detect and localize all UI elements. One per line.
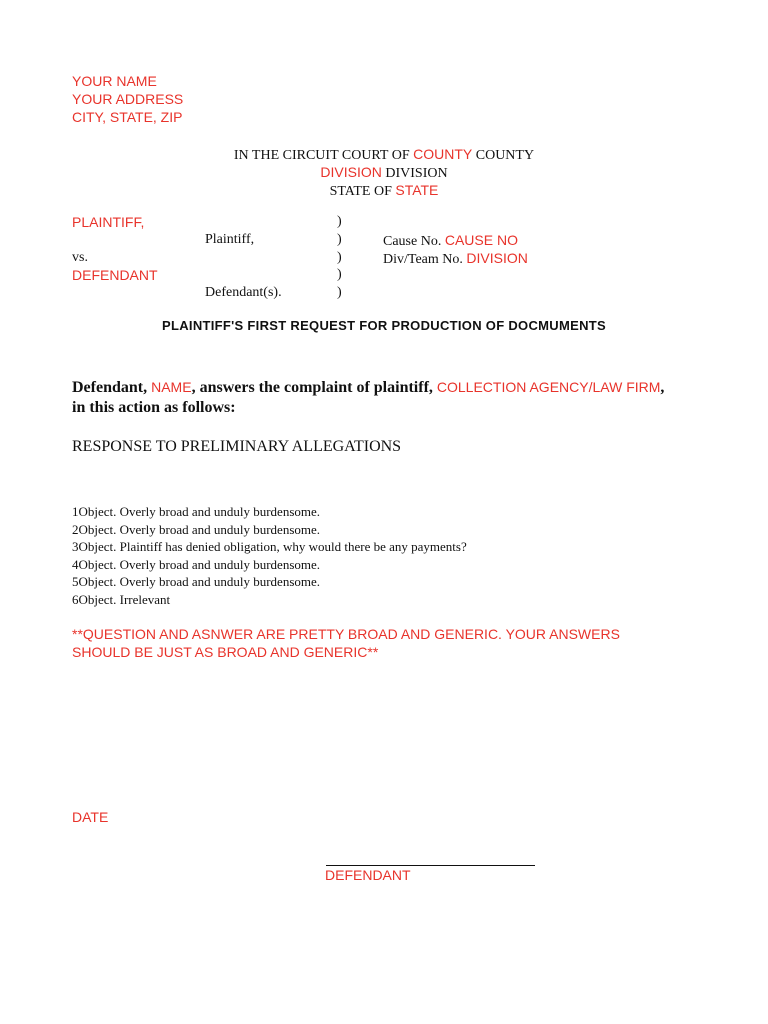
div-placeholder: DIVISION — [466, 250, 528, 266]
state-placeholder: STATE — [395, 182, 439, 198]
intro-part-3: , — [660, 379, 665, 396]
intro-part-2: , answers the complaint of plaintiff, — [191, 379, 433, 396]
sender-city-state-zip: CITY, STATE, ZIP — [72, 109, 183, 125]
plaintiff-placeholder: PLAINTIFF, — [72, 214, 145, 230]
division-suffix: DIVISION — [385, 166, 448, 181]
caption-paren: ) — [337, 232, 342, 247]
court-line-3 — [0, 181, 768, 199]
signature-name: DEFENDANT — [325, 867, 411, 883]
caption-paren: ) — [337, 214, 342, 229]
versus-label: vs. — [72, 250, 88, 265]
cause-label: Cause No. — [383, 234, 442, 249]
intro-part-1: Defendant, — [72, 379, 148, 396]
note-line-2: SHOULD BE JUST AS BROAD AND GENERIC** — [72, 644, 379, 660]
list-item: 4Object. Overly broad and unduly burdensome. — [72, 556, 321, 572]
div-label: Div/Team No. — [383, 252, 463, 267]
agency-placeholder: COLLECTION AGENCY/LAW FIRM — [436, 379, 661, 395]
cause-placeholder: CAUSE NO — [444, 232, 518, 248]
list-item: 3Object. Plaintiff has denied obligation, why would there be any payments? — [72, 539, 467, 554]
county-placeholder: COUNTY — [413, 146, 473, 162]
list-item: 6Object. Irrelevant — [72, 591, 171, 607]
court-heading — [0, 145, 768, 199]
division-placeholder: DIVISION — [320, 164, 382, 180]
sender-name: YOUR NAME — [72, 73, 157, 89]
defendant-label: Defendant(s). — [205, 285, 282, 300]
list-item: 1Object. Overly broad and unduly burdensome. — [72, 504, 321, 519]
instruction-note — [72, 625, 620, 661]
caption-paren: ) — [337, 250, 342, 265]
division-number-field — [383, 250, 528, 268]
signature-line — [326, 865, 535, 866]
list-item: 2Object. Overly broad and unduly burdensome. — [72, 521, 321, 537]
answers-list — [72, 503, 467, 608]
intro-paragraph — [72, 377, 664, 418]
court-line-2 — [0, 163, 768, 181]
caption-paren: ) — [337, 267, 342, 282]
defendant-placeholder: DEFENDANT — [72, 267, 158, 283]
name-placeholder: NAME — [151, 379, 192, 395]
state-prefix: STATE OF — [329, 184, 392, 199]
document-title: PLAINTIFF'S FIRST REQUEST FOR PRODUCTION OF DOCMUMENTS — [162, 318, 606, 333]
intro-line-1 — [72, 377, 664, 398]
county-suffix: COUNTY — [475, 148, 535, 163]
note-line-1: **QUESTION AND ASNWER ARE PRETTY BROAD AND GENERIC. YOUR ANSWERS — [72, 626, 620, 642]
date-placeholder: DATE — [72, 809, 109, 825]
caption-paren: ) — [337, 285, 342, 300]
plaintiff-label: Plaintiff, — [205, 232, 255, 247]
sender-address-block — [72, 72, 183, 126]
list-item: 5Object. Overly broad and unduly burdensome. — [72, 574, 321, 589]
section-heading: RESPONSE TO PRELIMINARY ALLEGATIONS — [72, 438, 402, 455]
intro-line-2: in this action as follows: — [72, 399, 236, 416]
cause-number-field — [383, 232, 518, 250]
sender-address: YOUR ADDRESS — [72, 91, 184, 107]
court-line-1 — [0, 145, 768, 163]
court-prefix: IN THE CIRCUIT COURT OF — [233, 148, 410, 163]
